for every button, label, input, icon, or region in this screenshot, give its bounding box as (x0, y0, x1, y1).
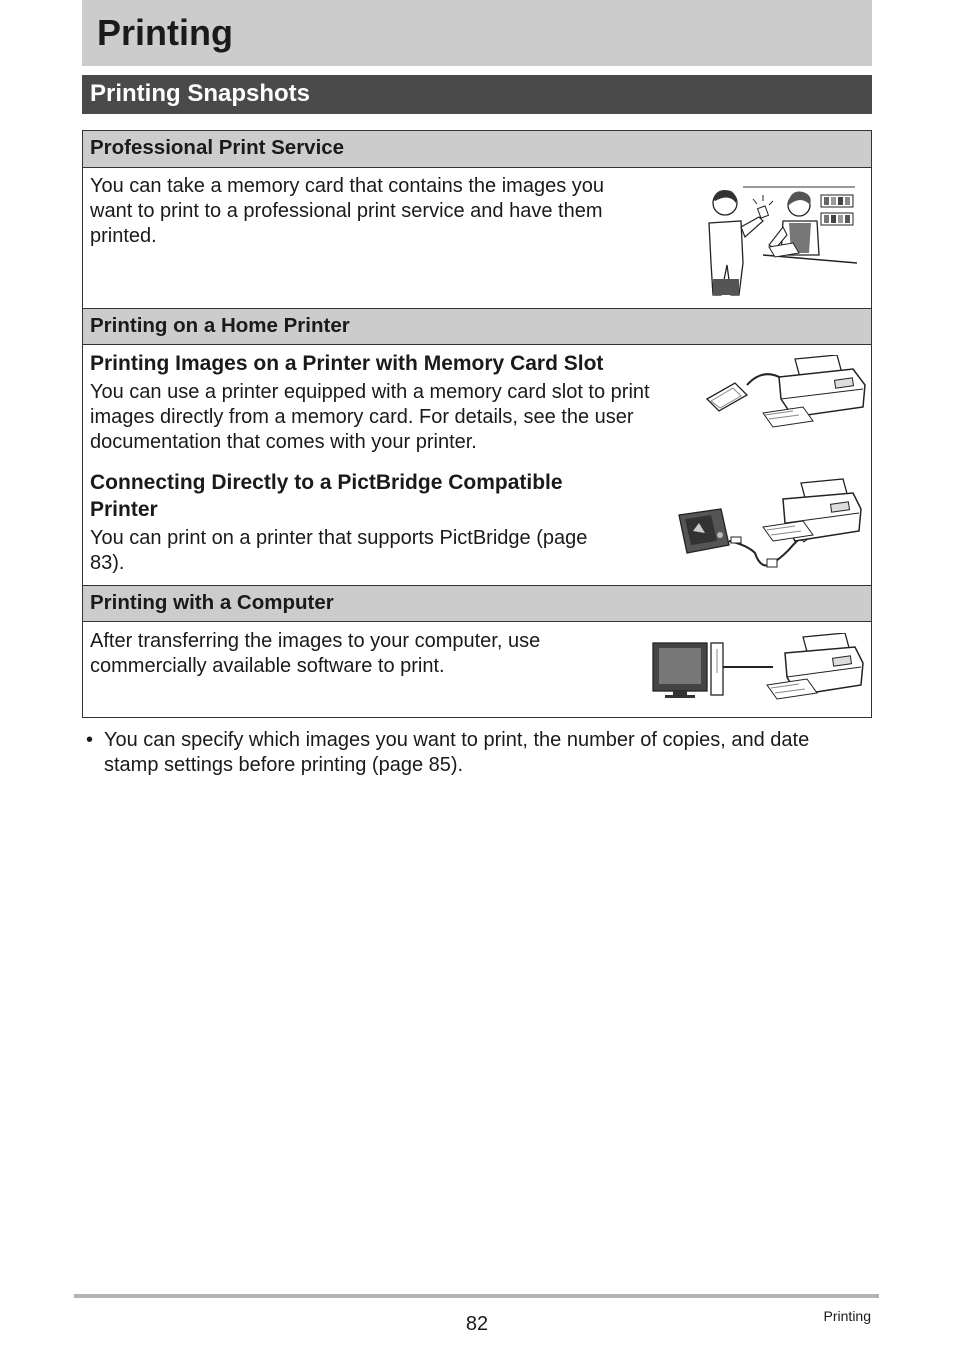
professional-text (90, 174, 604, 249)
home-printer-heading: Printing on a Home Printer (90, 314, 350, 337)
memory-card-line: You can use a printer equipped with a memory card slot to print (90, 381, 650, 403)
bullet-note-text (104, 728, 864, 777)
footer-rule (74, 1294, 879, 1298)
bullet-note-line: You can specify which images you want to print, the number of copies, and date (104, 729, 810, 751)
section-title: Printing Snapshots (90, 80, 311, 107)
memory-card-line: images directly from a memory card. For details, see the user (90, 406, 634, 428)
professional-line: want to print to a professional print service and have them (90, 200, 603, 222)
pictbridge-line: 83). (90, 552, 125, 574)
section-header (82, 75, 872, 114)
memory-card-line: documentation that comes with your printer. (90, 431, 477, 453)
chapter-header (82, 0, 872, 66)
pictbridge-line: You can print on a printer that supports PictBridge (page (90, 527, 588, 549)
print-shop-clerk-icon (703, 183, 859, 297)
memory-card-subheading: Printing Images on a Printer with Memory Card Slot (90, 352, 604, 375)
printing-methods-table (82, 130, 872, 718)
pictbridge-subheading-line: Printer (90, 498, 158, 521)
professional-line: You can take a memory card that contains the images you (90, 175, 604, 197)
computer-text (90, 629, 540, 679)
camera-cable-printer-icon (677, 475, 863, 579)
page-title: Printing (97, 12, 233, 53)
row-heading-computer (83, 585, 871, 622)
professional-line: printed. (90, 225, 157, 247)
computer-line: commercially available software to print. (90, 655, 445, 677)
bullet-note-line: stamp settings before printing (page 85). (104, 753, 464, 776)
pictbridge-text (90, 526, 587, 576)
row-heading-home-printer (83, 308, 871, 345)
professional-heading: Professional Print Service (90, 136, 345, 159)
bullet-marker: • (86, 729, 94, 751)
memory-card-printer-icon (703, 355, 867, 431)
page-number: 82 (465, 1313, 489, 1335)
memory-card-text (90, 380, 650, 455)
pictbridge-subheading (90, 469, 563, 523)
pictbridge-subheading-line: Connecting Directly to a PictBridge Compatible (90, 471, 563, 494)
computer-heading: Printing with a Computer (90, 591, 334, 614)
computer-printer-icon (651, 633, 867, 707)
footer-section-name: Printing (823, 1308, 871, 1324)
computer-line: After transferring the images to your computer, use (90, 630, 541, 652)
row-heading-professional (83, 131, 871, 168)
